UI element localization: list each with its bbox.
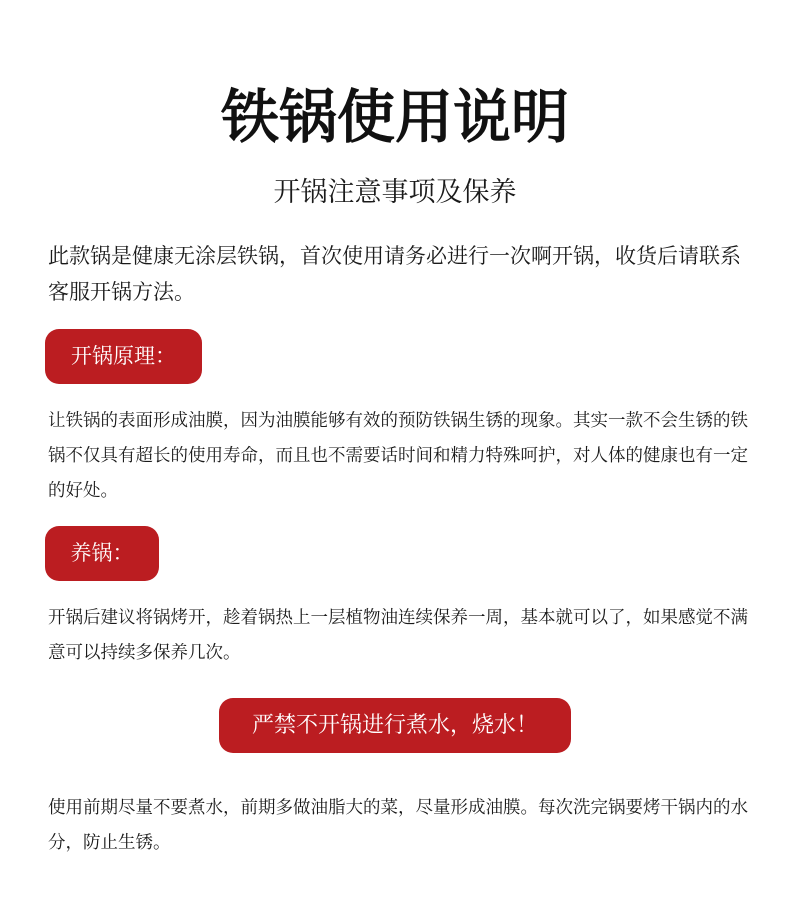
warning-body-no-boiling: 使用前期尽量不要煮水，前期多做油脂大的菜，尽量形成油膜。每次洗完锅要烤干锅内的水分，防止生锈。 xyxy=(48,798,748,853)
page-subtitle: 开锅注意事项及保养 xyxy=(273,177,517,208)
section-body-maintenance: 开锅后建议将锅烤开，趁着锅热上一层植物油连续保养一周，基本就可以了，如果感觉不满意可以持续多保养几次。 xyxy=(48,608,748,663)
intro-paragraph: 此款锅是健康无涂层铁锅，首次使用请务必进行一次啊开锅，收货后请联系客服开锅方法。 xyxy=(48,244,741,304)
section-body-seasoning-principle: 让铁锅的表面形成油膜，因为油膜能够有效的预防铁锅生锈的现象。其实一款不会生锈的铁锅不仅具有超长的使用寿命，而且也不需要话时间和精力特殊呵护，对人体的健康也有一定的好处。 xyxy=(48,411,748,501)
page-title: 铁锅使用说明 xyxy=(220,83,569,151)
warning-heading-no-boiling: 严禁不开锅进行煮水，烧水！ xyxy=(219,698,571,753)
section-heading-maintenance: 养锅： xyxy=(45,526,159,581)
section-heading-seasoning-principle: 开锅原理： xyxy=(45,329,202,384)
